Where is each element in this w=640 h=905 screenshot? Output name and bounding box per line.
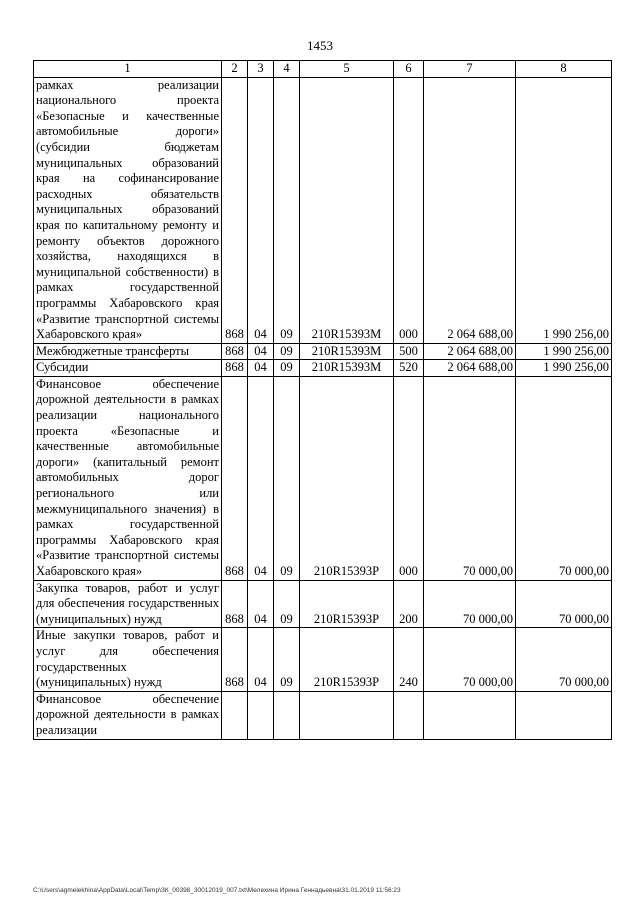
header-col-3: 3 — [248, 61, 274, 78]
row-pr: 09 — [274, 376, 300, 580]
row-rz: 04 — [248, 628, 274, 691]
table-row — [34, 691, 612, 739]
row-description: рамках реализации национального проекта «Безопасные и качественные автомобильные дороги» (субсидии бюджетам муниципальных образований края на софинансирование расходных обязательств муниципальных образований края по капитальному ремонту и ремонту объектов дорожного хозяйства, находящихся в муниципальной собственности) в рамках государственной программы Хабаровского края «Развитие транспортной системы Хабаровского края» — [34, 77, 222, 343]
row-sum-2020: 1 990 256,00 — [516, 77, 612, 343]
row-sum-2019: 70 000,00 — [424, 628, 516, 691]
header-col-2: 2 — [222, 61, 248, 78]
row-rz: 04 — [248, 360, 274, 377]
row-description: Межбюджетные трансферты — [34, 343, 222, 360]
row-vr: 200 — [394, 580, 424, 628]
header-col-7: 7 — [424, 61, 516, 78]
row-vr: 000 — [394, 376, 424, 580]
row-csr: 210R15393P — [300, 376, 394, 580]
row-rz: 04 — [248, 343, 274, 360]
row-sum-2020: 70 000,00 — [516, 580, 612, 628]
row-grbs: 868 — [222, 628, 248, 691]
row-sum-2019: 2 064 688,00 — [424, 343, 516, 360]
row-pr — [274, 691, 300, 739]
row-sum-2020: 70 000,00 — [516, 376, 612, 580]
row-grbs: 868 — [222, 343, 248, 360]
row-description: Субсидии — [34, 360, 222, 377]
row-csr: 210R15393P — [300, 580, 394, 628]
table-row — [34, 360, 612, 377]
table-row — [34, 628, 612, 691]
row-csr: 210R15393P — [300, 628, 394, 691]
row-sum-2020: 1 990 256,00 — [516, 360, 612, 377]
row-pr: 09 — [274, 628, 300, 691]
row-sum-2019: 2 064 688,00 — [424, 77, 516, 343]
row-description: Финансовое обеспечение дорожной деятельности в рамках реализации — [34, 691, 222, 739]
table-row — [34, 376, 612, 580]
row-pr: 09 — [274, 580, 300, 628]
row-vr: 000 — [394, 77, 424, 343]
row-vr: 520 — [394, 360, 424, 377]
row-rz: 04 — [248, 77, 274, 343]
row-rz: 04 — [248, 580, 274, 628]
row-grbs: 868 — [222, 580, 248, 628]
row-description: Иные закупки товаров, работ и услуг для обеспечения государственных (муниципальных) нужд — [34, 628, 222, 691]
row-rz — [248, 691, 274, 739]
header-col-8: 8 — [516, 61, 612, 78]
file-path-footer: C:\Users\agmelekhina\AppData\Local\Temp\ЗК_00398_30012019_007.txt\Мелехина Ирина Геннадьевна\31.01.2019 11:56:23 — [33, 887, 401, 894]
row-sum-2019: 2 064 688,00 — [424, 360, 516, 377]
row-pr: 09 — [274, 360, 300, 377]
row-sum-2020: 70 000,00 — [516, 628, 612, 691]
row-sum-2020: 1 990 256,00 — [516, 343, 612, 360]
row-vr: 500 — [394, 343, 424, 360]
header-row — [34, 61, 612, 78]
row-description: Закупка товаров, работ и услуг для обеспечения государственных (муниципальных) нужд — [34, 580, 222, 628]
row-vr: 240 — [394, 628, 424, 691]
row-grbs: 868 — [222, 77, 248, 343]
row-csr: 210R15393M — [300, 77, 394, 343]
header-col-6: 6 — [394, 61, 424, 78]
header-col-5: 5 — [300, 61, 394, 78]
row-pr: 09 — [274, 77, 300, 343]
row-csr — [300, 691, 394, 739]
table-row — [34, 343, 612, 360]
row-grbs: 868 — [222, 376, 248, 580]
table-row — [34, 580, 612, 628]
row-sum-2019: 70 000,00 — [424, 580, 516, 628]
row-csr: 210R15393M — [300, 343, 394, 360]
row-sum-2020 — [516, 691, 612, 739]
row-rz: 04 — [248, 376, 274, 580]
row-vr — [394, 691, 424, 739]
row-sum-2019 — [424, 691, 516, 739]
table-row — [34, 77, 612, 343]
row-grbs: 868 — [222, 360, 248, 377]
page-number: 1453 — [307, 38, 333, 53]
budget-table — [33, 60, 612, 740]
row-description: Финансовое обеспечение дорожной деятельности в рамках реализации национального проекта «Безопасные и качественные автомобильные дороги» (капитальный ремонт автомобильных дорог регионального или межмуниципального значения) в рамках государственной программы Хабаровского края «Развитие транспортной системы Хабаровского края» — [34, 376, 222, 580]
header-col-4: 4 — [274, 61, 300, 78]
header-col-1: 1 — [34, 61, 222, 78]
row-sum-2019: 70 000,00 — [424, 376, 516, 580]
row-grbs — [222, 691, 248, 739]
row-pr: 09 — [274, 343, 300, 360]
row-csr: 210R15393M — [300, 360, 394, 377]
